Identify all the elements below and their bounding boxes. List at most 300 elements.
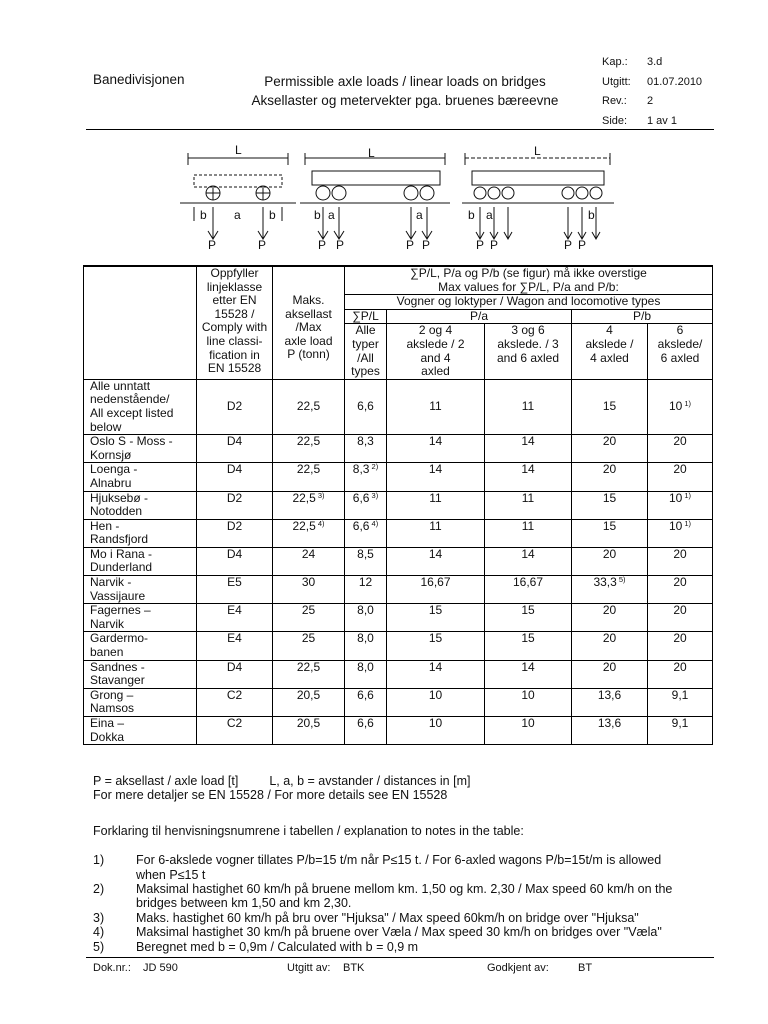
pb-6-cell [648, 491, 713, 519]
title-norwegian: Aksellaster og metervekter pga. bruenes bæreevne [251, 93, 559, 108]
pb-6-cell [648, 435, 713, 463]
sum-pl-cell-value: 6,6 [357, 399, 374, 414]
line-section-name: Alnabru [90, 475, 132, 490]
more-details-note: For mere detaljer se EN 15528 / For more details see EN 15528 [93, 788, 448, 803]
pa-3-6-cell [485, 660, 572, 688]
pb-6-cell-value: 9,1 [671, 716, 689, 730]
footer-issued-value: BTK [343, 962, 365, 974]
header-line-class-line: Comply with [201, 320, 268, 335]
pb-4-cell [572, 435, 648, 463]
axle-load-cell-value: 30 [301, 575, 316, 590]
sum-pl-cell-value: 8,5 [357, 546, 374, 561]
footer-doc-label: Dok.nr.: [93, 962, 131, 974]
axle-load-cell-value: 24 [301, 546, 316, 561]
sum-pl-cell-value: 6,6 [352, 518, 370, 533]
header-pa-3-6-axled-line: and 6 axled [496, 350, 560, 365]
axle-load-diagram [180, 145, 620, 255]
header-line-class-line: linjeklasse [206, 279, 263, 294]
line-section-name: Loenga - [90, 462, 138, 477]
diagram-a-label-2: a [328, 208, 335, 222]
line-section-cell [84, 379, 197, 434]
pa-3-6-cell [485, 717, 572, 745]
pa-3-6-cell-value: 14 [521, 462, 535, 477]
pb-6-cell-value: 10 [668, 399, 683, 414]
diagram-p-label-2: P [258, 238, 267, 252]
line-class-cell [197, 547, 273, 575]
meta-label-issued: Utgitt: [602, 75, 631, 88]
sum-pl-cell [345, 576, 387, 604]
table-row [84, 435, 713, 463]
pa-2-4-cell [387, 379, 485, 434]
line-section-name: Dokka [90, 729, 125, 744]
line-class-cell-value: E5 [227, 575, 242, 590]
line-section-cell [84, 688, 197, 716]
table-row [84, 547, 713, 575]
line-section-cell [84, 435, 197, 463]
table-head [84, 266, 713, 379]
pa-3-6-cell-value: 10 [521, 716, 535, 730]
header-pa-3-6-axled-line: akslede. / 3 [497, 336, 559, 351]
meta-label-revision: Rev.: [602, 95, 627, 107]
header-empty-cell [84, 266, 197, 379]
sum-pl-cell [345, 717, 387, 745]
axle-load-cell-value: 22,5 [292, 518, 316, 533]
diagram-b-label-1: b [200, 208, 207, 222]
pb-4-cell-value: 20 [602, 546, 617, 561]
pb-4-cell [572, 491, 648, 519]
pa-2-4-cell-value: 14 [428, 546, 443, 561]
pb-6-cell-value: 20 [673, 546, 687, 561]
line-class-cell-value: D2 [226, 490, 243, 505]
pa-2-4-cell [387, 717, 485, 745]
title-english: Permissible axle loads / linear loads on bridges [264, 74, 546, 89]
line-section-name: banen [90, 645, 124, 660]
diagram-p-label-4: P [336, 238, 345, 252]
diagram-a-label-1: a [234, 208, 241, 222]
sum-pl-cell [345, 547, 387, 575]
line-class-cell-value: E4 [227, 631, 242, 646]
pa-3-6-cell-value: 14 [521, 659, 535, 674]
line-class-cell [197, 576, 273, 604]
header-max-values-en: Max values for ∑P/L, P/a and P/b: [438, 279, 619, 294]
line-section-name: Oslo S - Moss - [90, 434, 173, 449]
sum-pl-cell [345, 604, 387, 632]
line-section-name: Grong – [90, 687, 134, 702]
line-section-name: Vassijaure [90, 588, 146, 603]
diagram-b-label-4: b [468, 208, 475, 222]
pb-4-cell-value: 13,6 [597, 687, 622, 702]
header-max-axle-load-line: P (tonn) [287, 347, 330, 362]
footnote-text [136, 911, 672, 925]
header-pb-4-axled-line: akslede / [585, 336, 634, 351]
pa-3-6-cell-value: 11 [521, 490, 535, 505]
header-wagon-types: Vogner og loktyper / Wagon and locomotive types [345, 295, 713, 310]
pb-6-cell [648, 576, 713, 604]
header-max-axle-load-line: Maks. [292, 293, 325, 307]
sum-pl-cell-value: 8,3 [352, 462, 370, 477]
table-row [84, 463, 713, 491]
sum-pl-cell-value: 8,3 [357, 434, 374, 449]
line-class-cell [197, 463, 273, 491]
line-section-name: Mo i Rana - [90, 546, 153, 561]
pb-4-cell [572, 688, 648, 716]
header-pa: P/a [387, 309, 572, 324]
pa-3-6-cell [485, 435, 572, 463]
pb-6-cell-value: 20 [673, 434, 687, 449]
diagram-p-label-1: P [208, 238, 217, 252]
line-section-cell [84, 547, 197, 575]
pa-2-4-cell-value: 10 [428, 687, 443, 702]
axle-load-cell [273, 660, 345, 688]
diagram-b-label-5: b [588, 208, 595, 222]
header-line-class-line: fication in [209, 347, 260, 362]
footnote-text [136, 940, 672, 954]
footer-issued-label: Utgitt av: [287, 962, 331, 974]
line-section-name: Dunderland [90, 560, 153, 575]
line-section-name: Namsos [90, 701, 135, 716]
pa-2-4-cell-value: 11 [429, 399, 442, 414]
axle-load-cell-value: 22,5 [296, 399, 321, 414]
table-row [84, 604, 713, 632]
pb-6-cell [648, 519, 713, 547]
pa-3-6-cell [485, 604, 572, 632]
pb-4-cell-value: 20 [602, 434, 617, 449]
footnote-number: 1) [93, 853, 105, 868]
line-class-cell [197, 435, 273, 463]
sum-pl-cell [345, 491, 387, 519]
line-section-name: All except listed [90, 405, 174, 420]
footnote-text-line: when P≤15 t [136, 867, 206, 882]
header-pb-6-axled-line: 6 [676, 323, 684, 338]
table-row [84, 491, 713, 519]
pa-3-6-cell-value: 15 [521, 603, 535, 618]
line-class-cell [197, 688, 273, 716]
line-section-name: Stavanger [90, 673, 145, 688]
pa-2-4-cell-value: 11 [429, 490, 442, 505]
sum-pl-cell [345, 463, 387, 491]
header-pb-4-axled-line: 4 axled [590, 350, 629, 365]
footnote-item [93, 853, 672, 882]
pa-2-4-cell [387, 604, 485, 632]
line-class-cell-value: C2 [226, 716, 243, 730]
line-section-cell [84, 604, 197, 632]
pa-2-4-cell [387, 463, 485, 491]
axle-load-cell-value: 20,5 [296, 687, 321, 702]
pb-6-cell-value: 10 [668, 490, 683, 505]
footnote-ref: 5) [616, 575, 626, 585]
footnote-text-line: Beregnet med b = 0,9m / Calculated with b = 0,9 m [136, 939, 419, 954]
line-section-name: Notodden [90, 504, 143, 519]
meta-values [647, 53, 702, 131]
pa-2-4-cell [387, 547, 485, 575]
header-pa-2-4-axled-line: and 4 [420, 350, 451, 365]
axle-load-cell-value: 20,5 [296, 716, 321, 730]
footnote-number: 4) [93, 925, 105, 940]
org-name: Banedivisjonen [93, 72, 185, 87]
pa-3-6-cell [485, 688, 572, 716]
header-max-axle-load-line: aksellast [285, 306, 332, 321]
table-row [84, 688, 713, 716]
header-max-axle-load-line: /Max [295, 320, 322, 335]
line-section-name: below [90, 419, 122, 434]
header-pb-6-axled-line: akslede/ [657, 336, 703, 351]
pa-2-4-cell [387, 435, 485, 463]
pb-4-cell-value: 15 [602, 518, 617, 533]
pb-6-cell [648, 379, 713, 434]
footnote-text [136, 853, 672, 882]
table-row [84, 660, 713, 688]
line-section-name: Gardermo- [90, 631, 149, 646]
line-class-cell-value: D4 [226, 546, 243, 561]
sum-pl-cell-value: 12 [358, 575, 373, 590]
footnote-number: 3) [93, 910, 105, 925]
diagram-p-label-9: P [564, 238, 573, 252]
diagram-length-label-3: L [534, 145, 541, 158]
line-section-cell [84, 491, 197, 519]
footnote-text-line: bridges between km 1,50 and km 2,30. [136, 896, 352, 911]
pb-6-cell [648, 632, 713, 660]
diagram-p-label-3: P [318, 238, 327, 252]
footnote-text-line: For 6-akslede vogner tillates P/b=15 t/m når P≤15 t. / For 6-axled wagons P/b=15t/m is allowed [136, 853, 662, 868]
line-section-cell [84, 463, 197, 491]
pa-3-6-cell [485, 519, 572, 547]
axle-load-cell-value: 22,5 [296, 434, 321, 449]
meta-value-revision: 2 [647, 95, 654, 107]
header-pb-6-axled-line: 6 axled [660, 350, 700, 365]
pb-4-cell [572, 717, 648, 745]
header-pb-6-axled [648, 324, 713, 379]
sum-pl-cell-value: 8,0 [357, 631, 374, 646]
axle-load-cell [273, 547, 345, 575]
pa-2-4-cell [387, 660, 485, 688]
sum-pl-cell [345, 660, 387, 688]
footnote-ref: 1) [682, 490, 692, 500]
pb-4-cell-value: 15 [602, 399, 617, 414]
line-section-name: Hjuksebø - [90, 490, 149, 505]
line-section-name: nedenstående/ [90, 392, 170, 407]
axle-load-cell [273, 463, 345, 491]
line-section-name: Kornsjø [90, 447, 132, 462]
pb-6-cell [648, 660, 713, 688]
diagram-b-label-3: b [314, 208, 321, 222]
footnote-text-line: Maksimal hastighet 30 km/h på bruene over Væla / Max speed 30 km/h on bridges over "Væla" [136, 925, 662, 940]
footnote-text-line: Maksimal hastighet 60 km/h på bruene mellom km. 1,50 og km. 2,30 / Max speed 60 km/h on the [136, 882, 673, 897]
meta-value-chapter: 3.d [647, 56, 663, 68]
header-line-class-line: etter EN [212, 293, 257, 308]
pa-2-4-cell-value: 14 [428, 462, 443, 477]
diagram-a-label-4: a [486, 208, 493, 222]
legend-distances: L, a, b = avstander / distances in [m] [269, 774, 471, 788]
line-class-cell-value: D4 [226, 462, 243, 477]
line-class-cell [197, 604, 273, 632]
header-pa-2-4-axled-line: 2 og 4 [418, 323, 453, 338]
pb-6-cell-value: 9,1 [671, 687, 689, 702]
header-max-values [345, 266, 713, 295]
footnote-ref: 3) [369, 490, 379, 500]
line-section-name: Narvik - [90, 575, 132, 590]
axle-load-cell [273, 576, 345, 604]
pb-4-cell-value: 13,6 [597, 716, 622, 730]
notes-section [93, 774, 672, 954]
sum-pl-cell-value: 6,6 [352, 490, 370, 505]
table-row [84, 717, 713, 745]
pa-2-4-cell [387, 519, 485, 547]
meta-labels [602, 53, 631, 131]
table-row [84, 519, 713, 547]
pa-3-6-cell-value: 14 [521, 434, 535, 449]
footnote-list [93, 853, 672, 954]
footer-doc-value: JD 590 [143, 962, 178, 974]
pa-2-4-cell [387, 632, 485, 660]
footnote-item [93, 925, 672, 939]
explanation-heading: Forklaring til henvisningsnumrene i tabellen / explanation to notes in the table: [93, 823, 524, 838]
header-pa-2-4-axled-line: axled [421, 364, 450, 379]
footnote-item [93, 911, 672, 925]
footnote-ref: 3) [315, 490, 325, 500]
table-row [84, 632, 713, 660]
sum-pl-cell-value: 6,6 [357, 687, 374, 702]
line-class-cell-value: C2 [226, 687, 243, 702]
pa-2-4-cell-value: 14 [428, 659, 443, 674]
header-sum-pl: ∑P/L [345, 309, 387, 324]
footer-divider [86, 957, 714, 958]
pb-4-cell [572, 660, 648, 688]
pb-4-cell [572, 547, 648, 575]
axle-load-cell [273, 435, 345, 463]
header-pa-3-6-axled [485, 324, 572, 379]
pa-3-6-cell-value: 14 [521, 546, 535, 561]
axle-load-cell-value: 22,5 [296, 462, 321, 477]
line-class-cell [197, 660, 273, 688]
footnote-text [136, 882, 672, 911]
header-all-types-line: types [351, 364, 380, 379]
pa-3-6-cell [485, 463, 572, 491]
axle-load-cell [273, 688, 345, 716]
pa-2-4-cell-value: 14 [428, 434, 443, 449]
pb-6-cell-value: 20 [673, 462, 687, 477]
pa-3-6-cell-value: 10 [521, 687, 535, 702]
pb-6-cell [648, 547, 713, 575]
footnote-number: 2) [93, 882, 105, 897]
header-max-values-no: ∑P/L, P/a og P/b (se figur) må ikke overstige [410, 266, 647, 280]
diagram-p-label-8: P [490, 238, 499, 252]
pa-3-6-cell [485, 491, 572, 519]
header-all-types [345, 324, 387, 379]
footnote-item [93, 940, 672, 954]
footnote-number: 5) [93, 939, 105, 954]
diagram-p-label-6: P [422, 238, 431, 252]
axle-load-cell-value: 25 [301, 631, 316, 646]
header-line-class [197, 266, 273, 379]
footnote-text [136, 925, 672, 939]
line-section-cell [84, 519, 197, 547]
line-section-name: Fagernes – [90, 603, 151, 618]
meta-value-page: 1 av 1 [647, 114, 677, 127]
line-class-cell-value: D2 [226, 518, 243, 533]
sum-pl-cell-value: 8,0 [357, 603, 374, 618]
pb-6-cell [648, 604, 713, 632]
header-all-types-line: Alle [355, 323, 376, 338]
pb-6-cell-value: 20 [673, 575, 687, 590]
header-pb-4-axled [572, 324, 648, 379]
axle-load-cell [273, 632, 345, 660]
footer-approved-value: BT [578, 962, 593, 974]
pa-3-6-cell-value: 16,67 [512, 575, 544, 590]
pa-3-6-cell [485, 379, 572, 434]
pa-2-4-cell-value: 16,67 [420, 575, 451, 590]
pa-2-4-cell-value: 15 [428, 631, 443, 646]
sum-pl-cell [345, 435, 387, 463]
footnote-ref: 1) [682, 399, 692, 409]
line-section-name: Alle unntatt [90, 378, 151, 393]
diagram-p-label-5: P [406, 238, 415, 252]
sum-pl-cell-value: 6,6 [357, 716, 374, 730]
line-section-name: Hen - [90, 518, 120, 533]
pa-2-4-cell [387, 576, 485, 604]
diagram-length-label-1: L [235, 145, 242, 157]
header-all-types-line: /All [357, 350, 374, 365]
line-class-cell-value: E4 [227, 603, 242, 618]
sum-pl-cell [345, 379, 387, 434]
pb-6-cell [648, 688, 713, 716]
header-all-types-line: typer [352, 336, 379, 351]
line-section-name: Eina – [90, 716, 125, 730]
axle-load-cell [273, 604, 345, 632]
axle-load-cell-value: 25 [301, 603, 316, 618]
pb-4-cell [572, 519, 648, 547]
pb-4-cell [572, 576, 648, 604]
pb-4-cell-value: 20 [602, 603, 617, 618]
footnote-item [93, 882, 672, 911]
header-pb: P/b [572, 309, 713, 324]
pb-4-cell-value: 15 [602, 490, 617, 505]
line-class-cell-value: D4 [226, 659, 243, 674]
footer-approved-label: Godkjent av: [487, 962, 549, 974]
footnote-text-line: Maks. hastighet 60 km/h på bru over "Hjuksa" / Max speed 60km/h on bridge over "Hjuksa" [136, 910, 639, 925]
line-class-cell-value: D4 [226, 434, 243, 449]
axle-load-cell-value: 22,5 [296, 659, 321, 674]
line-class-cell [197, 491, 273, 519]
line-section-cell [84, 660, 197, 688]
footnote-ref: 4) [315, 518, 325, 528]
pb-4-cell-value: 20 [602, 659, 617, 674]
axle-load-cell [273, 379, 345, 434]
axle-load-cell [273, 717, 345, 745]
pa-3-6-cell [485, 547, 572, 575]
axle-load-cell [273, 519, 345, 547]
pb-4-cell [572, 463, 648, 491]
header-pa-3-6-axled-line: 3 og 6 [511, 323, 545, 338]
sum-pl-cell [345, 519, 387, 547]
pb-6-cell [648, 463, 713, 491]
header-pb-4-axled-line: 4 [606, 323, 613, 338]
sum-pl-cell-value: 8,0 [357, 659, 374, 674]
pb-6-cell-value: 20 [673, 659, 687, 674]
axle-load-cell-value: 22,5 [292, 490, 316, 505]
diagram-length-label-2: L [368, 146, 375, 160]
line-section-name: Randsfjord [90, 532, 149, 547]
header-line-class-line: Oppfyller [210, 266, 259, 280]
pa-3-6-cell-value: 15 [521, 631, 535, 646]
line-section-cell [84, 576, 197, 604]
pb-4-cell [572, 632, 648, 660]
diagram-b-label-2: b [269, 208, 276, 222]
pb-4-cell [572, 379, 648, 434]
pa-3-6-cell-value: 11 [521, 518, 535, 533]
header-line-class-line: EN 15528 [207, 361, 262, 376]
sum-pl-cell [345, 632, 387, 660]
pb-6-cell-value: 10 [668, 518, 683, 533]
